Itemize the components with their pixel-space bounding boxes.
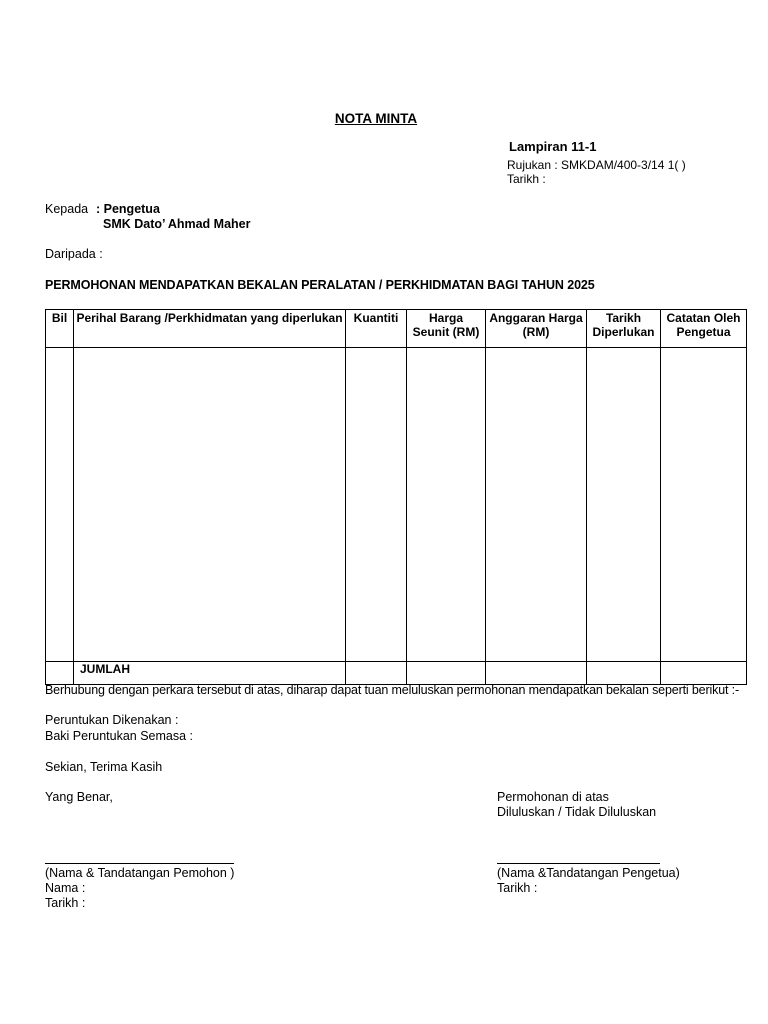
baki-peruntukan: Baki Peruntukan Semasa : bbox=[45, 729, 193, 743]
total-tarikh-cell[interactable] bbox=[587, 662, 661, 685]
request-subject: PERMOHONAN MENDAPATKAN BEKALAN PERALATAN / PERKHIDMATAN BAGI TAHUN 2025 bbox=[45, 278, 595, 292]
applicant-signature-line bbox=[45, 863, 234, 864]
cell-anggaran-harga[interactable] bbox=[486, 348, 587, 662]
approval-options[interactable]: Diluluskan / Tidak Diluluskan bbox=[497, 805, 657, 819]
total-row bbox=[46, 662, 747, 685]
header-perihal: Perihal Barang /Perkhidmatan yang diperlukan bbox=[74, 310, 346, 348]
applicant-caption: (Nama & Tandatangan Pemohon ) bbox=[45, 866, 235, 880]
header-kuantiti: Kuantiti bbox=[346, 310, 407, 348]
header-bil: Bil bbox=[46, 310, 74, 348]
cell-tarikh-diperlukan[interactable] bbox=[587, 348, 661, 662]
principal-tarikh: Tarikh : bbox=[497, 881, 538, 895]
header-catatan-pengetua: Catatan Oleh Pengetua bbox=[661, 310, 747, 348]
kepada-school: SMK Dato’ Ahmad Maher bbox=[103, 217, 251, 231]
total-kuantiti-cell[interactable] bbox=[346, 662, 407, 685]
cell-perihal[interactable] bbox=[74, 348, 346, 662]
tarikh-line: Tarikh : bbox=[507, 172, 546, 186]
cell-harga-seunit[interactable] bbox=[407, 348, 486, 662]
cell-catatan-pengetua[interactable] bbox=[661, 348, 747, 662]
table-header-row bbox=[46, 310, 747, 348]
yang-benar-text: Yang Benar, bbox=[45, 790, 113, 804]
applicant-nama: Nama : bbox=[45, 881, 86, 895]
daripada-label: Daripada : bbox=[45, 247, 103, 261]
principal-signature-line bbox=[497, 863, 660, 864]
rujukan-line: Rujukan : SMKDAM/400-3/14 1( ) bbox=[507, 158, 686, 172]
cell-kuantiti[interactable] bbox=[346, 348, 407, 662]
header-tarikh-diperlukan: Tarikh Diperlukan bbox=[587, 310, 661, 348]
approval-line-1: Permohonan di atas bbox=[497, 790, 609, 804]
peruntukan-dikenakan: Peruntukan Dikenakan : bbox=[45, 713, 179, 727]
total-catatan-cell[interactable] bbox=[661, 662, 747, 685]
total-label: JUMLAH bbox=[74, 662, 346, 685]
table-row bbox=[46, 348, 747, 662]
cell-bil[interactable] bbox=[46, 348, 74, 662]
header-harga-seunit: Harga Seunit (RM) bbox=[407, 310, 486, 348]
request-statement: Berhubung dengan perkara tersebut di atas, diharap dapat tuan meluluskan permohonan mendapatkan bekalan seperti berikut :- bbox=[45, 683, 739, 697]
total-harga-seunit-cell[interactable] bbox=[407, 662, 486, 685]
lampiran-label: Lampiran 11-1 bbox=[509, 139, 597, 154]
applicant-tarikh: Tarikh : bbox=[45, 896, 86, 910]
principal-caption: (Nama &Tandatangan Pengetua) bbox=[497, 866, 680, 880]
total-anggaran-harga-cell[interactable] bbox=[486, 662, 587, 685]
sekian-text: Sekian, Terima Kasih bbox=[45, 760, 163, 774]
kepada-recipient: : Pengetua bbox=[96, 202, 160, 216]
total-bil-cell bbox=[46, 662, 74, 685]
kepada-label: Kepada bbox=[45, 202, 89, 216]
header-anggaran-harga: Anggaran Harga (RM) bbox=[486, 310, 587, 348]
document-title: NOTA MINTA bbox=[334, 111, 418, 126]
request-table bbox=[45, 309, 747, 685]
